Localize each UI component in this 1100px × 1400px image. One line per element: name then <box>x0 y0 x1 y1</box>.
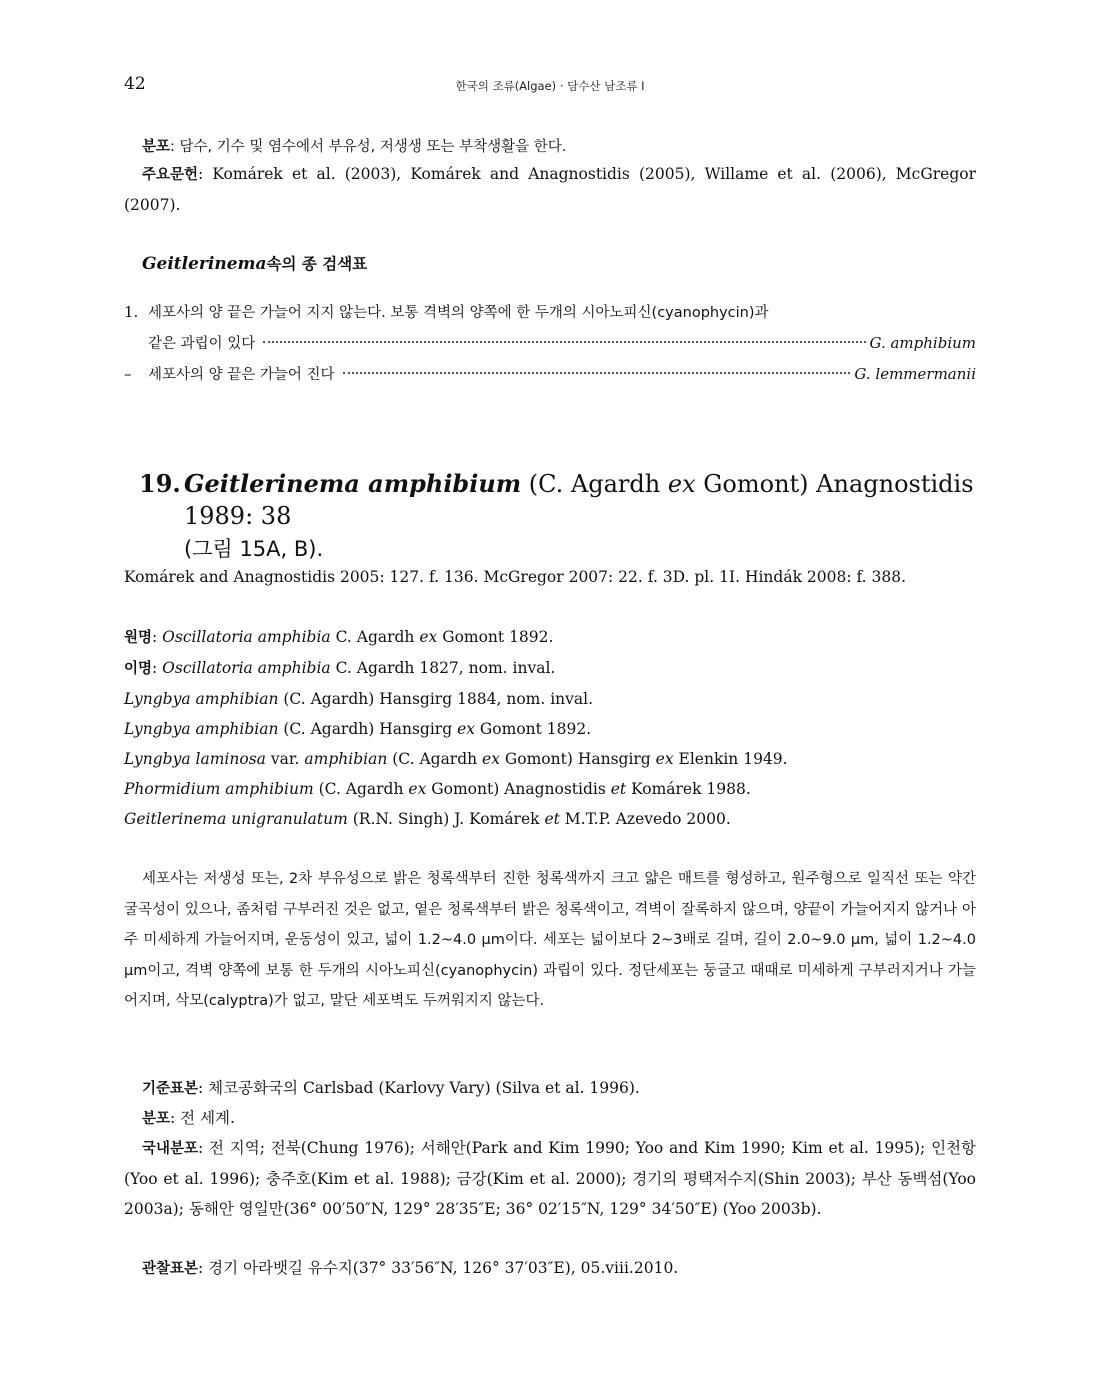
genus-references <box>124 159 976 220</box>
key-item-1-cont <box>124 328 976 359</box>
synonym: 이명: Oscillatoria amphibia C. Agardh 1827, nom. inval. <box>124 659 556 677</box>
type-specimen: 기준표본: 체코공화국의 Carlsbad (Karlovy Vary) (Silva et al. 1996). <box>142 1079 640 1097</box>
references-label: 주요문헌 <box>142 167 199 183</box>
distribution-text: : 담수, 기수 및 염수에서 부유성, 저생생 또는 부착생활을 한다. <box>170 139 567 155</box>
key-item-1 <box>124 297 976 328</box>
key-species: G. amphibium <box>869 334 976 352</box>
distribution-label: 분포 <box>142 139 171 155</box>
key-title <box>124 252 994 274</box>
synonym-list <box>124 622 976 834</box>
observed-specimen: 관찰표본: 경기 아라뱃길 유수지(37° 33′56″N, 126° 37′03″E), 05.viii.2010. <box>142 1259 679 1277</box>
observed-specimen-text: : 경기 아라뱃길 유수지(37° 33′56″N, 126° 37′03″E), 05.viii.2010. <box>198 1259 679 1277</box>
genus-distribution <box>124 131 976 162</box>
running-title: 한국의 조류(Algae) · 담수산 남조류 I <box>455 79 645 93</box>
species-description: 세포사는 저생성 또는, 2차 부유성으로 밝은 청록색부터 진한 청록색까지 크고 얇은 매트를 형성하고, 원주형으로 일직선 또는 약간 굴곡성이 있으나, 좀처럼 구부러진 것은 없고, 옅은 청록색부터 밝은 청록색이고, 격벽이 잘록하지 않으며, 양끝이 가늘어지지 않거나 아주 미세하게 가늘어지며, 운동성이 있고, 넓이 1.2~4.0 μm이다. 세포는 넓이보다 2~3배로 길며, 길이 2.0~9.0 μm, 넓이 1.2~4.0 μm이고, 격벽 양쪽에 보통 한 두개의 시아노피신(cyanophycin) 과립이 있다. 정단세포는 둥글고 때때로 미세하게 구부러지거나 가늘어지며, 삭모(calyptra)가 없고, 말단 세포벽도 두꺼워지지 않는다. <box>124 871 976 1009</box>
species-title: Geitlerinema amphibium (C. Agardh ex Gomont) Anagnostidis 1989: 38 (그림 15A, B). <box>184 469 974 561</box>
world-distribution: 분포: 전 세계. <box>142 1109 235 1127</box>
synonym-item: Lyngbya amphibian (C. Agardh) Hansgirg ex Gomont 1892. <box>124 720 592 738</box>
world-distribution-text: : 전 세계. <box>170 1109 235 1127</box>
basionym: 원명: Oscillatoria amphibia C. Agardh ex Gomont 1892. <box>124 628 554 646</box>
type-specimen-text: : 체코공화국의 Carlsbad (Karlovy Vary) (Silva et al. 1996). <box>198 1079 640 1097</box>
page-header <box>124 74 976 98</box>
citations: Komárek and Anagnostidis 2005: 127. f. 136. McGregor 2007: 22. f. 3D. pl. 1I. Hindák 2008: f. 388. <box>124 568 907 586</box>
page-number: 42 <box>124 74 146 94</box>
synonym-item: Lyngbya laminosa var. amphibian (C. Agardh ex Gomont) Hansgirg ex Elenkin 1949. <box>124 750 788 768</box>
species-key <box>124 297 976 390</box>
key-item-text: 같은 과립이 있다 <box>148 336 256 352</box>
korean-distribution: 국내분포: 전 지역; 전북(Chung 1976); 서해안(Park and Kim 1990; Yoo and Kim 1990; Kim et al. 1995); 인천항(Yoo et al. 1996); 충주호(Kim et al. 1988); 금강(Kim et al. 2000); 경기의 평택저수지(Shin 2003); 부산 동백섬(Yoo 2003a); 동해안 영일만(36° 00′50″N, 129° 28′35″E; 36° 02′15″N, 129° 34′50″E) (Yoo 2003b). <box>124 1139 976 1218</box>
references-text: : Komárek et al. (2003), Komárek and Anagnostidis (2005), Willame et al. (2006), McGregor (2007). <box>124 165 976 214</box>
synonym-item: Lyngbya amphibian (C. Agardh) Hansgirg 1884, nom. inval. <box>124 690 594 708</box>
key-item-text: 세포사의 양 끝은 가늘어 지지 않는다. 보통 격벽의 양쪽에 한 두개의 시아노피신(cyanophycin)과 <box>148 305 769 321</box>
key-item-number: – <box>124 365 132 383</box>
species-name: Geitlerinema amphibium <box>184 469 522 498</box>
synonym-item: Geitlerinema unigranulatum (R.N. Singh) J. Komárek et M.T.P. Azevedo 2000. <box>124 810 731 828</box>
key-item-number: 1. <box>124 303 139 321</box>
species-number: 19. <box>139 469 181 498</box>
figure-reference: (그림 15A, B). <box>184 537 324 561</box>
synonym-item: Phormidium amphibium (C. Agardh ex Gomont) Anagnostidis et Komárek 1988. <box>124 780 751 798</box>
key-genus: Geitlerinema <box>142 254 267 274</box>
key-species: G. lemmermanii <box>854 365 976 383</box>
key-item-2 <box>124 359 976 390</box>
key-title-suffix: 속의 종 검색표 <box>266 255 368 273</box>
key-item-text: 세포사의 양 끝은 가늘어 진다 <box>148 367 335 383</box>
species-heading <box>124 468 976 565</box>
leader-dots <box>263 341 865 343</box>
korean-distribution-text: : 전 지역; 전북(Chung 1976); 서해안(Park and Kim 1990; Yoo and Kim 1990; Kim et al. 1995); 인천항(Yoo et al. 1996); 충주호(Kim et al. 1988); 금강(Kim et al. 2000); 경기의 평택저수지(Shin 2003); 부산 동백섬(Yoo 2003a); 동해안 영일만(36° 00′50″N, 129° 28′35″E; 36° 02′15″N, 129° 34′50″E) (Yoo 2003b). <box>124 1139 976 1218</box>
leader-dots <box>343 372 851 374</box>
